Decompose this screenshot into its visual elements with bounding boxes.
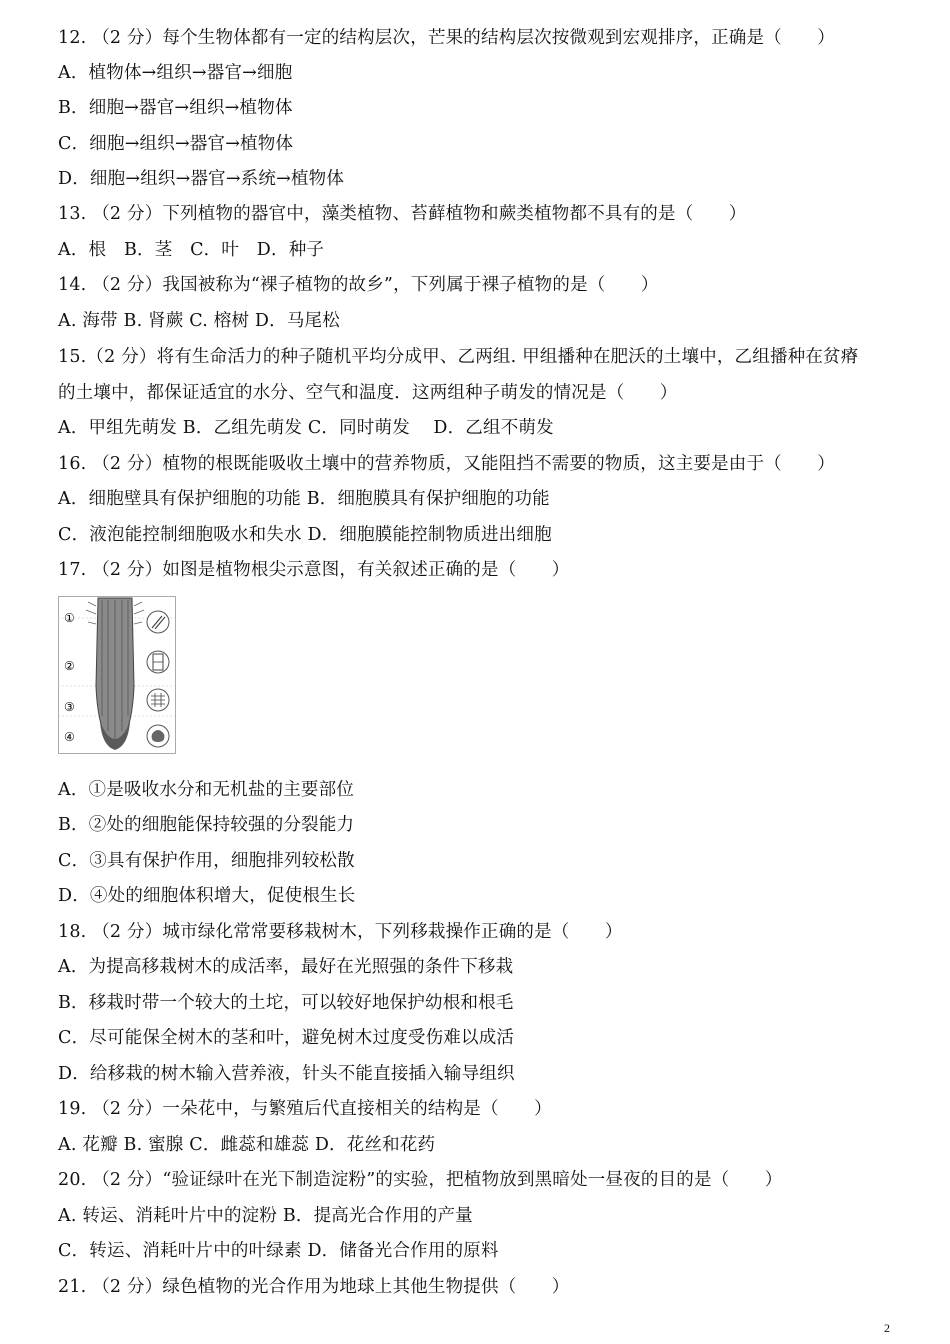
q21-stem: 21. （2 分）绿色植物的光合作用为地球上其他生物提供（ ） <box>58 1277 570 1297</box>
q19-options: A. 花瓣 B. 蜜腺 C．雌蕊和雄蕊 D．花丝和花药 <box>58 1135 436 1155</box>
q18-stem: 18. （2 分）城市绿化常常要移栽树木，下列移栽操作正确的是（ ） <box>58 922 623 942</box>
q18-option-d: D．给移栽的树木输入营养液，针头不能直接插入输导组织 <box>58 1064 515 1084</box>
q18-option-c: C．尽可能保全树木的茎和叶，避免树木过度受伤难以成活 <box>58 1028 515 1048</box>
q15-stem-1: 15.（2 分）将有生命活力的种子随机平均分成甲、乙两组. 甲组播种在肥沃的土壤中，乙组播种在贫瘠 <box>58 347 859 367</box>
q18-option-b: B．移栽时带一个较大的土坨，可以较好地保护幼根和根毛 <box>58 993 514 1013</box>
label-1: ① <box>64 611 75 625</box>
q12-option-a: A．植物体→组织→器官→细胞 <box>58 63 293 83</box>
q15-options: A．甲组先萌发 B．乙组先萌发 C．同时萌发 D．乙组不萌发 <box>58 418 554 438</box>
label-3: ③ <box>64 700 75 714</box>
q20-options-ab: A. 转运、消耗叶片中的淀粉 B．提高光合作用的产量 <box>58 1206 473 1226</box>
q12-option-d: D．细胞→组织→器官→系统→植物体 <box>58 169 345 189</box>
root-tip-diagram <box>58 596 176 754</box>
q14-stem: 14. （2 分）我国被称为“裸子植物的故乡”，下列属于裸子植物的是（ ） <box>58 275 659 295</box>
q20-stem: 20. （2 分）“验证绿叶在光下制造淀粉”的实验，把植物放到黑暗处一昼夜的目的是（ ） <box>58 1170 783 1190</box>
q18-option-a: A．为提高移栽树木的成活率，最好在光照强的条件下移栽 <box>58 957 514 977</box>
label-2: ② <box>64 659 75 673</box>
q14-options: A. 海带 B. 肾蕨 C. 榕树 D．马尾松 <box>58 311 340 331</box>
q20-options-cd: C．转运、消耗叶片中的叶绿素 D．储备光合作用的原料 <box>58 1241 499 1261</box>
page-number: 2 <box>884 1321 890 1335</box>
q17-stem: 17. （2 分）如图是植物根尖示意图，有关叙述正确的是（ ） <box>58 560 570 580</box>
q17-option-b: B．②处的细胞能保持较强的分裂能力 <box>58 815 355 835</box>
q12-option-c: C．细胞→组织→器官→植物体 <box>58 134 294 154</box>
q17-option-a: A．①是吸收水分和无机盐的主要部位 <box>58 780 355 800</box>
label-4: ④ <box>64 730 75 744</box>
q16-stem: 16. （2 分）植物的根既能吸收土壤中的营养物质，又能阻挡不需要的物质，这主要是由于（ ） <box>58 454 835 474</box>
q16-options-cd: C．液泡能控制细胞吸水和失水 D．细胞膜能控制物质进出细胞 <box>58 525 552 545</box>
q17-option-c: C．③具有保护作用，细胞排列较松散 <box>58 851 355 871</box>
q13-stem: 13. （2 分）下列植物的器官中，藻类植物、苔藓植物和蕨类植物都不具有的是（ ） <box>58 204 747 224</box>
q13-options: A．根 B．茎 C．叶 D．种子 <box>58 240 325 260</box>
q12-stem: 12. （2 分）每个生物体都有一定的结构层次，芒果的结构层次按微观到宏观排序，正确是（ ） <box>58 28 835 48</box>
q17-option-d: D．④处的细胞体积增大，促使根生长 <box>58 886 356 906</box>
q16-options-ab: A．细胞壁具有保护细胞的功能 B．细胞膜具有保护细胞的功能 <box>58 489 550 509</box>
q15-stem-2: 的土壤中，都保证适宜的水分、空气和温度．这两组种子萌发的情况是（ ） <box>58 383 678 403</box>
q12-option-b: B．细胞→器官→组织→植物体 <box>58 98 293 118</box>
q19-stem: 19. （2 分）一朵花中，与繁殖后代直接相关的结构是（ ） <box>58 1099 552 1119</box>
